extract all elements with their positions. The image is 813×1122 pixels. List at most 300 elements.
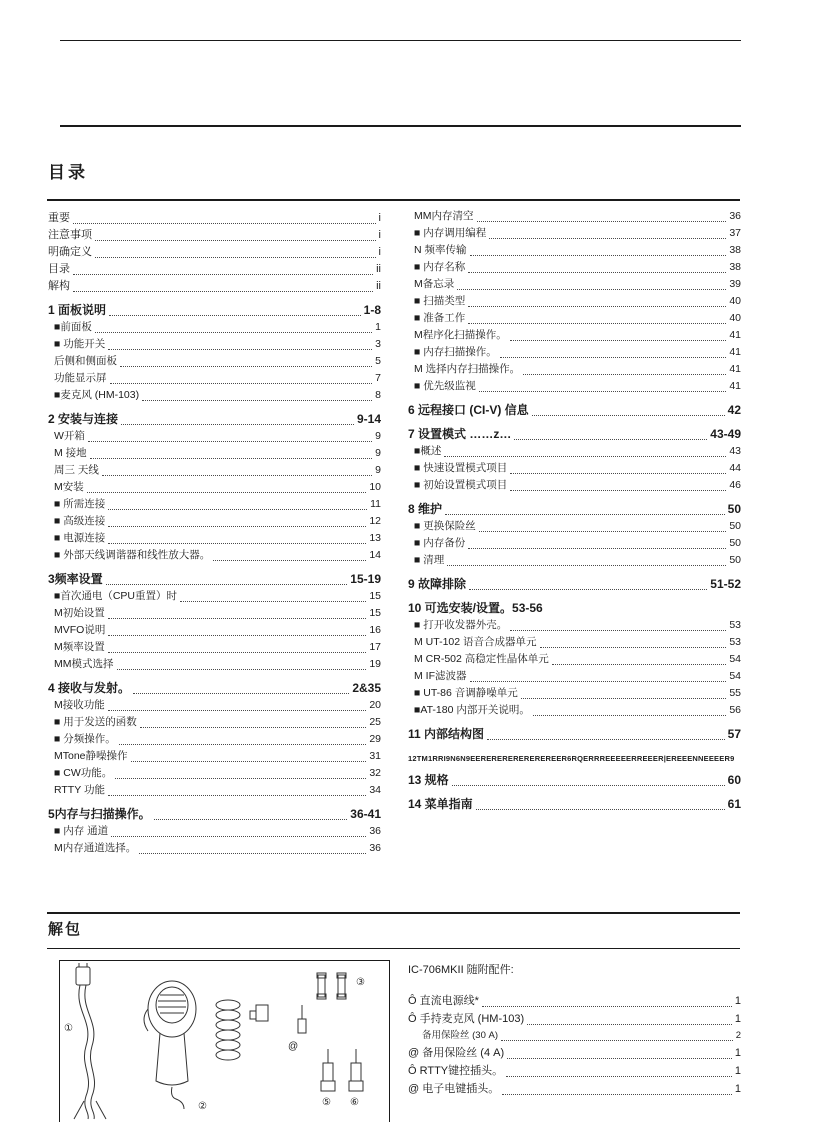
toc-entry-page: 9 (375, 430, 381, 442)
toc-dotted-leader (108, 349, 372, 350)
toc-entry-label: M CR-502 高稳定性晶体单元 (414, 653, 549, 665)
microphone-drawing (144, 981, 196, 1109)
toc-entry (408, 225, 741, 242)
toc-dotted-leader (510, 630, 726, 631)
toc-entry-label: 1 面板说明 (48, 303, 107, 317)
toc-entry-page: 15 (369, 607, 381, 619)
toc-dotted-leader (533, 715, 726, 716)
toc-dotted-leader (131, 761, 367, 762)
toc-dotted-leader (108, 710, 367, 711)
toc-dotted-leader (523, 374, 726, 375)
toc-entry-label: M安装 (54, 481, 84, 493)
toc-entry-page: ii (376, 263, 381, 275)
toc-dotted-leader (108, 795, 366, 796)
toc-entry-label: M接收功能 (54, 699, 105, 711)
toc-dotted-leader (108, 526, 366, 527)
toc-entry-page: 19 (369, 658, 381, 670)
toc-entry (408, 725, 741, 743)
toc-dotted-leader (73, 274, 373, 275)
toc-entry-page: 46 (729, 479, 741, 491)
toc-entry-label: ■ 内存名称 (414, 261, 466, 273)
toc-dotted-leader (479, 391, 727, 392)
toc-dotted-leader (444, 456, 726, 457)
toc-dotted-leader (87, 492, 367, 493)
toc-entry-page: 17 (369, 641, 381, 653)
toc-entry-page: 9-14 (356, 412, 381, 426)
figure-callout-2: ② (198, 1101, 207, 1112)
toc-entry-label: ■ 扫描类型 (414, 295, 466, 307)
toc-dotted-leader (468, 306, 726, 307)
toc-entry-label: ■ 分频操作。 (54, 733, 116, 745)
accessories-drawing (60, 961, 387, 1120)
toc-dotted-leader (487, 739, 725, 740)
toc-entry-label: 解构 (48, 280, 70, 292)
toc-entry (408, 401, 741, 419)
toc-entry-page: 10 (369, 481, 381, 493)
toc-dotted-leader (445, 514, 725, 515)
toc-entry (408, 702, 741, 719)
toc-entry-page: 60 (727, 773, 741, 787)
toc-entry (48, 714, 381, 731)
toc-entry-page: 56 (729, 704, 741, 716)
toc-entry-label: 7 设置模式 ……z… (408, 427, 512, 441)
toc-dotted-leader (477, 221, 727, 222)
toc-entry-page: 34 (369, 784, 381, 796)
toc-entry-page: 36-41 (350, 807, 381, 821)
toc-entry-page: 41 (729, 329, 741, 341)
toc-entry (48, 805, 381, 823)
toc-entry-label: ■ 电源连接 (54, 532, 106, 544)
toc-entry (408, 208, 741, 225)
toc-dotted-leader (111, 836, 366, 837)
toc-entry (408, 293, 741, 310)
toc-entry (48, 547, 381, 564)
toc-entry-page: 36 (369, 842, 381, 854)
toc-entry (408, 575, 741, 593)
toc-entry-label: M 接地 (54, 447, 87, 459)
toc-entry-label: M备忘录 (414, 278, 455, 290)
accessory-dotted-leader (506, 1076, 732, 1077)
toc-entry (408, 535, 741, 552)
toc-entry-label: ■ 更换保险丝 (414, 520, 476, 532)
toc-entry-page: 37 (729, 227, 741, 239)
dc-cable-drawing (74, 963, 106, 1119)
top-rule (60, 40, 741, 41)
toc-dotted-leader (109, 315, 361, 316)
toc-entry-label: 8 维护 (408, 502, 443, 516)
toc-dotted-leader (117, 669, 367, 670)
toc-entry (48, 748, 381, 765)
toc-dotted-leader (540, 647, 727, 648)
toc-entry (408, 668, 741, 685)
toc-entry-label: 明确定义 (48, 246, 92, 258)
toc-entry-label: 14 菜单指南 (408, 797, 473, 811)
toc-entry-page: 41 (729, 380, 741, 392)
toc-entry-label: 3频率设置 (48, 572, 103, 586)
toc-dotted-leader (110, 383, 373, 384)
toc-dotted-leader (119, 744, 367, 745)
accessory-qty: 1 (734, 1065, 741, 1077)
toc-entry (408, 477, 741, 494)
toc-dotted-leader (470, 255, 727, 256)
toc-dotted-leader (180, 601, 366, 602)
accessory-label: Ô RTTY键控插头。 (408, 1065, 504, 1077)
toc-entry-label: M初始设置 (54, 607, 105, 619)
toc-dotted-leader (88, 441, 372, 442)
accessory-qty: 1 (734, 995, 741, 1007)
toc-entry (48, 570, 381, 588)
toc-entry (48, 227, 381, 244)
toc-entry-label: ■ 快速设置模式项目 (414, 462, 508, 474)
toc-entry-label: ■AT-180 内部开关说明。 (414, 704, 530, 716)
toc-dotted-leader (470, 681, 727, 682)
toc-entry-label: M IF滤波器 (414, 670, 467, 682)
unpack-top-rule (47, 912, 740, 914)
toc-entry-page: 16 (369, 624, 381, 636)
toc-entry (48, 588, 381, 605)
toc-entry-page: 44 (729, 462, 741, 474)
toc-entry-page: ii (376, 280, 381, 292)
toc-entry-label: ■ 清理 (414, 554, 445, 566)
accessory-qty: 1 (734, 1013, 741, 1025)
toc-entry-label: M内存通道选择。 (54, 842, 137, 854)
toc-dotted-leader (452, 785, 725, 786)
toc-entry-label: 功能显示屏 (54, 372, 107, 384)
accessory-item (408, 1044, 741, 1062)
toc-entry (48, 530, 381, 547)
toc-entry-page: 29 (369, 733, 381, 745)
toc-dotted-leader (133, 693, 349, 694)
toc-entry-label: 重要 (48, 212, 70, 224)
toc-entry-page: 7 (375, 372, 381, 384)
toc-entry-page: 1 (375, 321, 381, 333)
accessory-dotted-leader (527, 1024, 732, 1025)
toc-entry-label: ■ 内存 通道 (54, 825, 109, 837)
toc-entry-page: i (378, 229, 381, 241)
toc-entry-page: 2&35 (352, 681, 381, 695)
toc-entry (408, 378, 741, 395)
toc-entry (48, 319, 381, 336)
toc-entry-label: ■前面板 (54, 321, 92, 333)
toc-dotted-leader (500, 357, 727, 358)
toc-entry-label: 13 规格 (408, 773, 449, 787)
figure-callout-4: @ (288, 1041, 299, 1052)
toc-entry-label: ■ 用于发送的函数 (54, 716, 137, 728)
toc-entry-page: 20 (369, 699, 381, 711)
toc-entry-label: ■ 初始设置模式项目 (414, 479, 508, 491)
toc-entry-label: RTTY 功能 (54, 784, 105, 796)
toc-entry-label: ■麦克风 (HM-103) (54, 389, 140, 401)
toc-entry (408, 685, 741, 702)
toc-entry (408, 518, 741, 535)
toc-entry-page: 50 (729, 554, 741, 566)
toc-entry-label: 注意事项 (48, 229, 92, 241)
toc-entry-page: 13 (369, 532, 381, 544)
toc-dotted-leader (489, 238, 726, 239)
toc-entry-page: 11 (370, 498, 381, 510)
fuse-drawing (317, 973, 346, 999)
toc-entry-page: 54 (729, 653, 741, 665)
toc-dotted-leader (106, 584, 348, 585)
accessory-qty: 1 (734, 1083, 741, 1095)
toc-entry-label: ■ 优先级监视 (414, 380, 476, 392)
toc-entry-page: 53 (729, 636, 741, 648)
accessory-label: Ô 直流电源线* (408, 995, 479, 1007)
toc-entry-page: 41 (729, 363, 741, 375)
toc-entry-label: MTone静噪操作 (54, 750, 128, 762)
toc-entry (48, 336, 381, 353)
toc-entry (48, 410, 381, 428)
toc-entry-label: 11 内部结构图 (408, 727, 485, 741)
toc-entry (48, 605, 381, 622)
toc-entry-label: M UT-102 语音合成器单元 (414, 636, 537, 648)
toc-entry-page: 15-19 (350, 572, 381, 586)
toc-entry-label: ■ 高级连接 (54, 515, 106, 527)
toc-entry (408, 327, 741, 344)
toc-entry (48, 731, 381, 748)
toc-entry-page: 51-52 (710, 577, 741, 591)
toc-entry (48, 278, 381, 295)
toc-entry-page: 36 (369, 825, 381, 837)
toc-entry (408, 634, 741, 651)
toc-entry-label: M程序化扫描操作。 (414, 329, 507, 341)
accessory-label: @ 备用保险丝 (4 A) (408, 1047, 505, 1059)
toc-entry-label: 周三 天线 (54, 464, 99, 476)
toc-entry (48, 445, 381, 462)
toc-entry (48, 679, 381, 697)
toc-entry (408, 443, 741, 460)
coiled-cord-drawing (216, 1000, 268, 1060)
toc-entry-page: 25 (369, 716, 381, 728)
toc-entry-page: 42 (727, 403, 741, 417)
toc-entry (48, 765, 381, 782)
toc-entry-page: 12 (369, 515, 381, 527)
toc-entry-page: 38 (729, 261, 741, 273)
toc-entry-label: ■ 内存备份 (414, 537, 466, 549)
toc-entry-page: 39 (729, 278, 741, 290)
toc-entry-label: 5内存与扫描操作。 (48, 807, 151, 821)
figure-callout-1: ① (64, 1023, 73, 1034)
toc-dotted-leader (469, 589, 707, 590)
figure-callout-3: ③ (356, 977, 365, 988)
toc-entry-page: 32 (369, 767, 381, 779)
toc-entry (48, 656, 381, 673)
toc-dotted-leader (108, 618, 367, 619)
toc-entry-page: 50 (729, 520, 741, 532)
toc-entry-page: 43-49 (710, 427, 741, 441)
toc-dotted-leader (532, 415, 725, 416)
toc-entry-page: 54 (729, 670, 741, 682)
toc-entry-label: ■概述 (414, 445, 442, 457)
toc-dotted-leader (95, 240, 376, 241)
accessory-dotted-leader (502, 1094, 732, 1095)
toc-dotted-leader (108, 509, 367, 510)
toc-dotted-leader (468, 272, 726, 273)
toc-entry-label: MVFO说明 (54, 624, 106, 636)
toc-column-right (408, 208, 741, 813)
toc-entry (408, 460, 741, 477)
toc-entry-label: ■ UT-86 音调静噪单元 (414, 687, 518, 699)
toc-dotted-leader (139, 853, 366, 854)
toc-entry (408, 242, 741, 259)
toc-entry-page: 8 (375, 389, 381, 401)
toc-entry-page: 9 (375, 464, 381, 476)
toc-dotted-leader (115, 778, 366, 779)
toc-dotted-leader (102, 475, 372, 476)
toc-dotted-leader (140, 727, 367, 728)
toc-dotted-leader (521, 698, 727, 699)
toc-entry-label: ■ 所需连接 (54, 498, 106, 510)
toc-entry (408, 552, 741, 569)
toc-entry-page: 14 (369, 549, 381, 561)
toc-dotted-leader (73, 223, 376, 224)
figure-callout-6: ⑥ (350, 1097, 359, 1108)
toc-entry-page: 38 (729, 244, 741, 256)
toc-dotted-leader (510, 490, 726, 491)
unpack-title-rule (47, 948, 740, 949)
accessory-dotted-leader (507, 1058, 732, 1059)
toc-dotted-leader (476, 809, 725, 810)
toc-entry (48, 513, 381, 530)
accessory-dotted-leader (501, 1040, 733, 1041)
toc-entry-label: M 选择内存扫描操作。 (414, 363, 521, 375)
unpack-panel (408, 962, 741, 1098)
header-rule (60, 125, 741, 127)
toc-entry (48, 244, 381, 261)
toc-entry-page: 36 (729, 210, 741, 222)
toc-entry (408, 259, 741, 276)
toc-entry-page: 1-8 (363, 303, 381, 317)
toc-entry (408, 752, 741, 765)
toc-entry (48, 697, 381, 714)
toc-entry-page: 5 (375, 355, 381, 367)
toc-entry (408, 771, 741, 789)
accessory-item (408, 1028, 741, 1044)
toc-dotted-leader (479, 531, 727, 532)
toc-entry-page: 50 (729, 537, 741, 549)
toc-title: 目录 (48, 163, 88, 182)
toc-entry (48, 353, 381, 370)
toc-entry-label: ■ 内存调用编程 (414, 227, 487, 239)
toc-dotted-leader (457, 289, 726, 290)
accessory-dotted-leader (482, 1006, 732, 1007)
unpack-intro: IC-706MKII 随附配件: (408, 964, 514, 976)
toc-dotted-leader (514, 439, 707, 440)
toc-dotted-leader (142, 400, 372, 401)
toc-entry (48, 840, 381, 857)
toc-entry-label: MM内存清空 (414, 210, 474, 222)
toc-entry-page: i (378, 212, 381, 224)
toc-entry-label: ■ 功能开关 (54, 338, 106, 350)
toc-dotted-leader (447, 565, 726, 566)
toc-entry-page: 15 (369, 590, 381, 602)
toc-entry (408, 617, 741, 634)
accessory-qty: 2 (735, 1030, 741, 1041)
toc-entry (48, 210, 381, 227)
toc-entry (408, 361, 741, 378)
toc-entry (408, 425, 741, 443)
toc-entry (48, 301, 381, 319)
toc-entry (48, 387, 381, 404)
accessory-item (408, 1010, 741, 1028)
toc-entry (408, 651, 741, 668)
accessory-qty: 1 (734, 1047, 741, 1059)
toc-entry (48, 479, 381, 496)
toc-entry-label: ■ 外部天线调谐器和线性放大器。 (54, 549, 211, 561)
toc-entry-page: 43 (729, 445, 741, 457)
toc-entry-page: 40 (729, 295, 741, 307)
toc-entry-label: 10 可选安装/设置。53-56 (408, 601, 543, 615)
figure-callout-5: ⑤ (322, 1097, 331, 1108)
toc-dotted-leader (468, 323, 726, 324)
toc-entry-label: ■ 内存扫描操作。 (414, 346, 497, 358)
toc-entry (48, 639, 381, 656)
key-plug-drawing (321, 1049, 363, 1091)
toc-entry-page: 53 (729, 619, 741, 631)
toc-entry-page: 41 (729, 346, 741, 358)
toc-entry-label: 12TM1RRI9N6N9EEREREREREREREREER6RQERRREEEEERREEER|EREEENNEEEER9 (408, 754, 735, 763)
toc-entry-page: 3 (375, 338, 381, 350)
toc-entry-label: ■首次通电（CPU重置）时 (54, 590, 178, 602)
toc-column-left (48, 210, 381, 857)
toc-entry-page: 31 (369, 750, 381, 762)
toc-title-rule (47, 199, 740, 201)
accessories-figure (59, 960, 390, 1122)
toc-entry-label: ■ CW功能。 (54, 767, 113, 779)
toc-dotted-leader (90, 458, 372, 459)
toc-dotted-leader (468, 548, 726, 549)
toc-dotted-leader (108, 652, 367, 653)
toc-entry-label: 6 远程接口 (CI-V) 信息 (408, 403, 529, 417)
toc-entry (408, 310, 741, 327)
toc-entry-label: N 频率传输 (414, 244, 467, 256)
toc-entry (48, 496, 381, 513)
toc-dotted-leader (120, 366, 372, 367)
toc-entry (48, 261, 381, 278)
toc-entry-label: ■ 打开收发器外壳。 (414, 619, 508, 631)
toc-dotted-leader (108, 543, 366, 544)
toc-entry-label: M频率设置 (54, 641, 105, 653)
toc-entry-label: 9 故障排除 (408, 577, 467, 591)
toc-entry (48, 823, 381, 840)
toc-entry (408, 276, 741, 293)
toc-entry-page: 61 (727, 797, 741, 811)
toc-dotted-leader (108, 635, 366, 636)
toc-entry (408, 500, 741, 518)
small-fuse-drawing (298, 1005, 306, 1033)
unpack-title: 解包 (48, 921, 83, 938)
toc-entry (48, 622, 381, 639)
toc-entry-page: 55 (729, 687, 741, 699)
toc-entry-page: 50 (727, 502, 741, 516)
toc-entry (48, 782, 381, 799)
accessory-list (408, 992, 741, 1098)
toc-entry (48, 462, 381, 479)
toc-entry (408, 795, 741, 813)
toc-entry-label: 目录 (48, 263, 70, 275)
toc-dotted-leader (121, 424, 354, 425)
toc-entry-label: 2 安装与连接 (48, 412, 119, 426)
toc-entry-page: 40 (729, 312, 741, 324)
toc-dotted-leader (95, 332, 372, 333)
toc-entry (48, 370, 381, 387)
toc-dotted-leader (213, 560, 366, 561)
accessory-item (408, 1062, 741, 1080)
accessory-item (408, 1080, 741, 1098)
toc-entry (408, 599, 741, 617)
toc-dotted-leader (73, 291, 373, 292)
toc-dotted-leader (154, 819, 348, 820)
